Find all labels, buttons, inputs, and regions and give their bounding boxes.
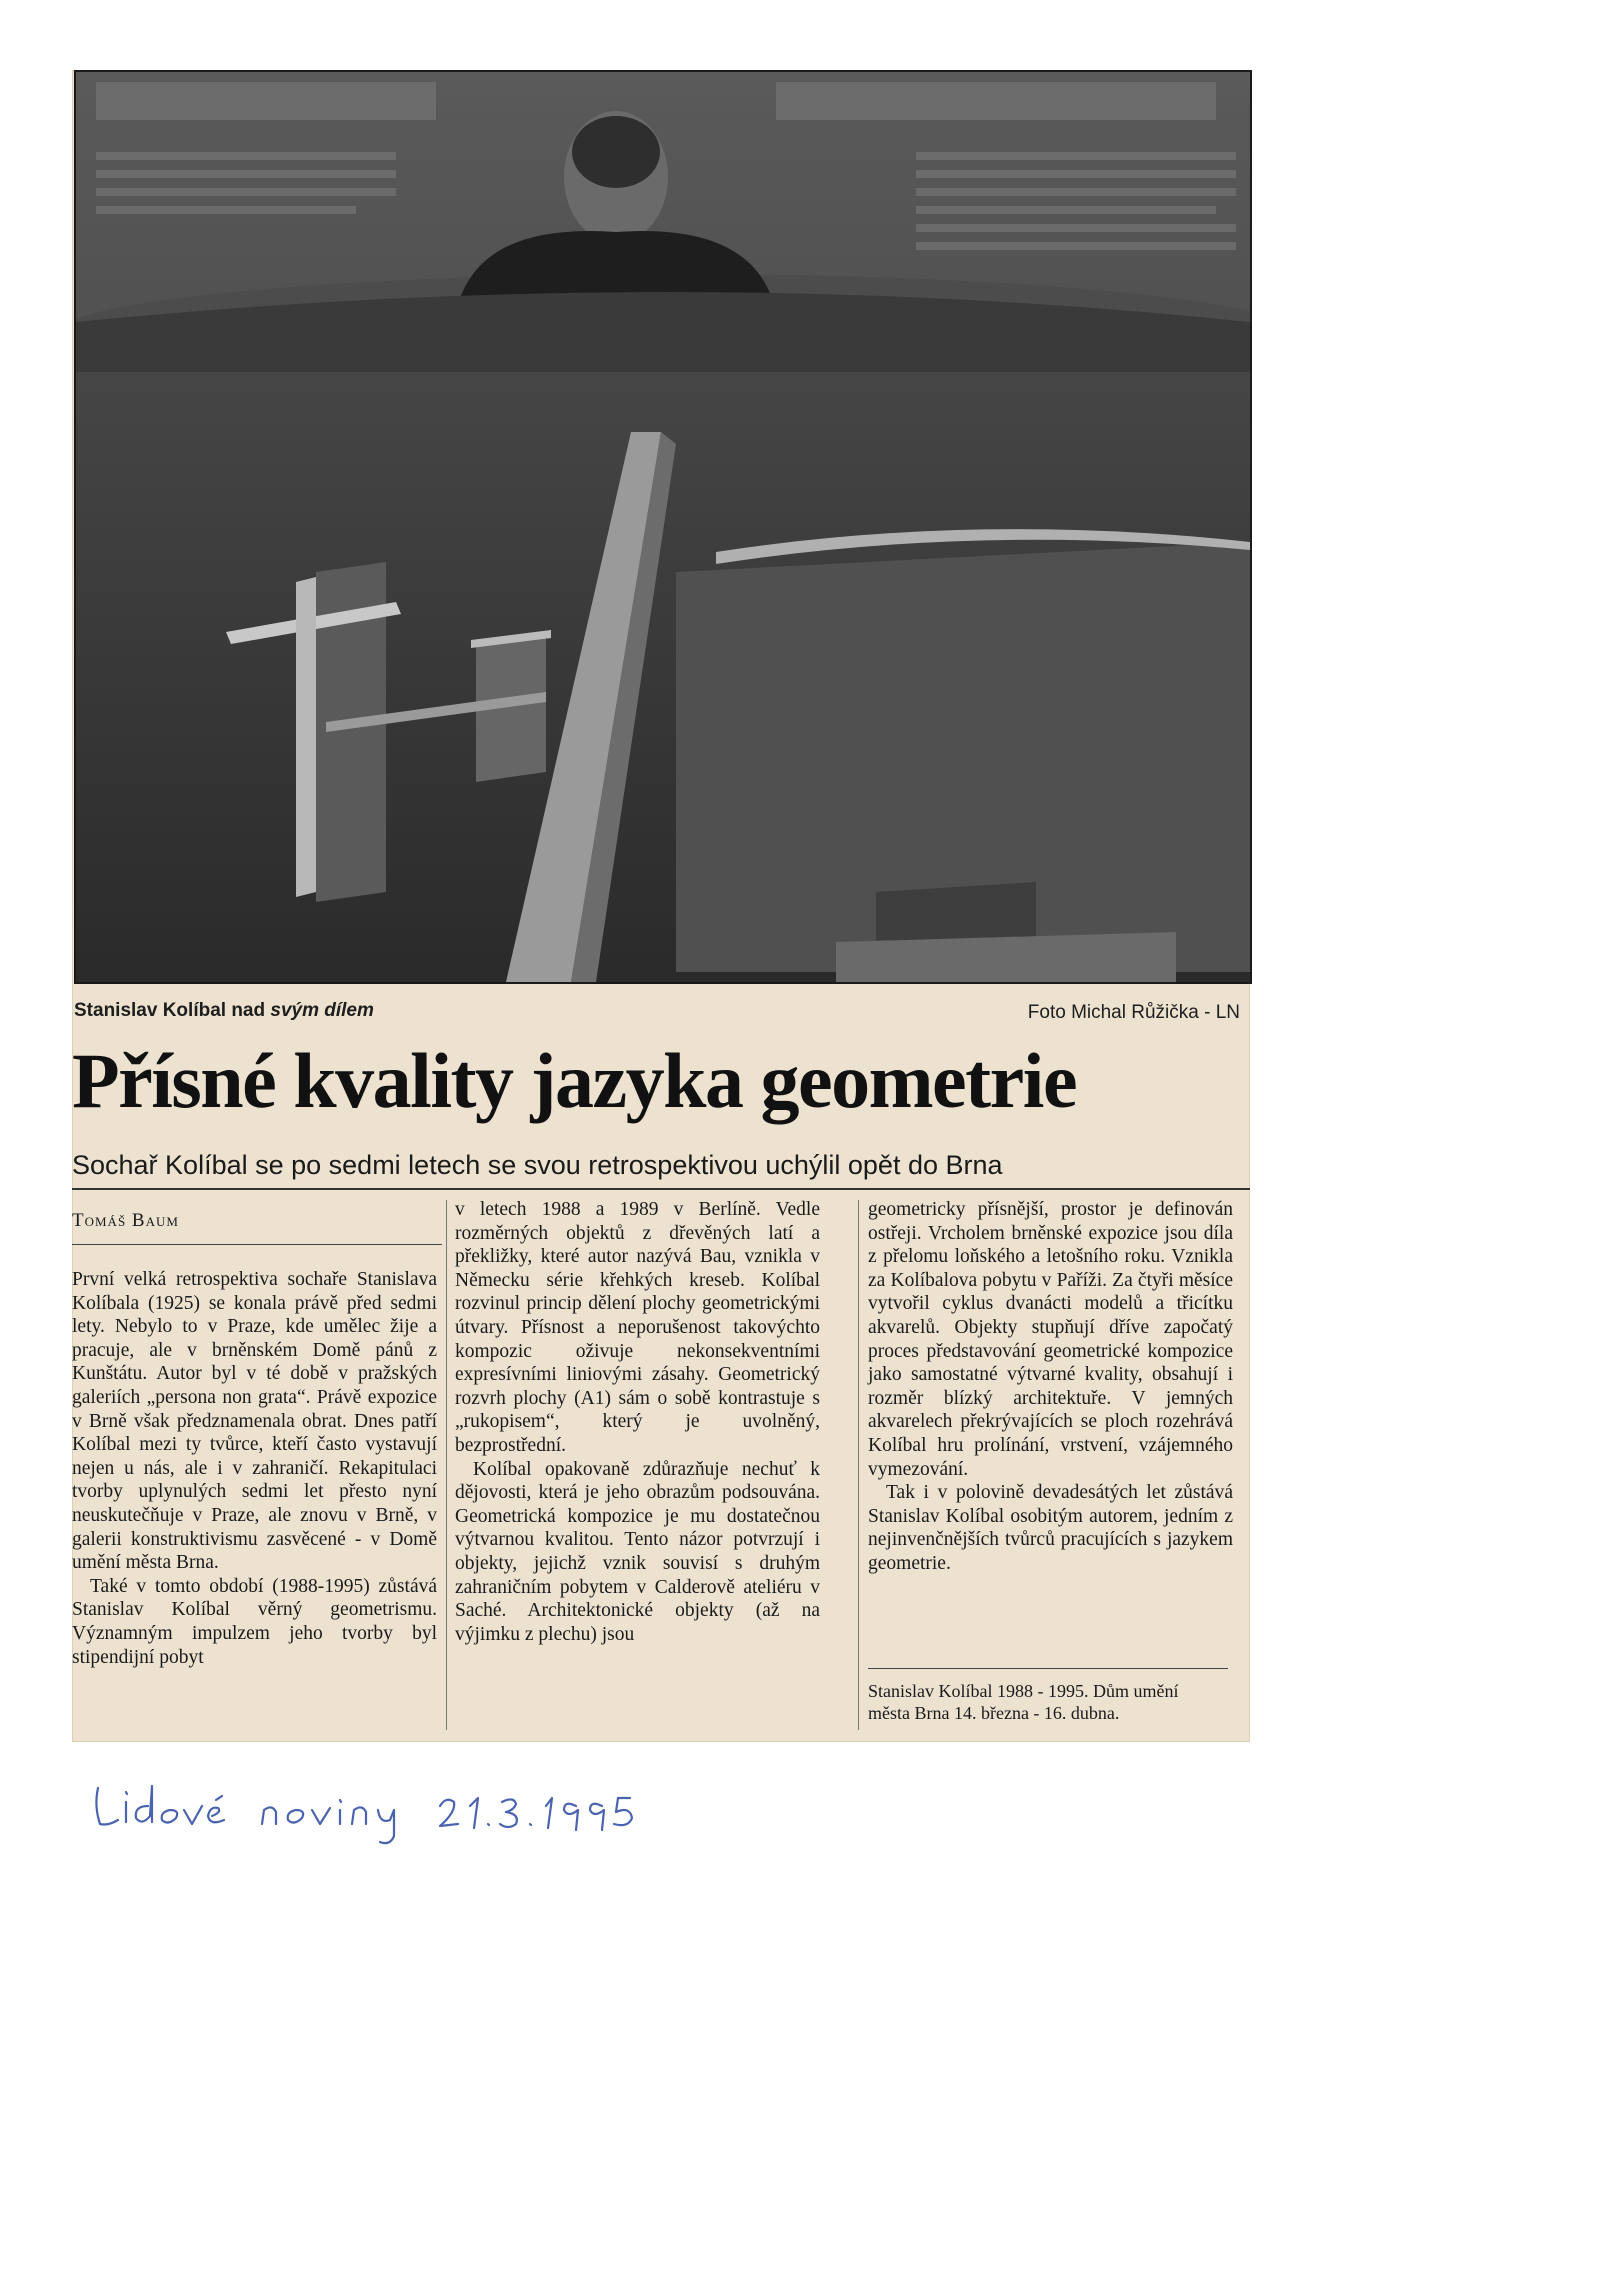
paragraph: První velká retrospektiva sochaře Stanislava Kolíbala (1925) se konala právě před sedmi lety. Nebylo to v Praze, kde umělec žije a pracuje, ale v brněnském Domě pánů z Kunštátu. Autor byl v té době v pražských galeriích „persona non grata“. Právě expozice v Brně však předznamenala obrat. Dnes patří Kolíbal mezi ty tvůrce, kteří často vystavují nejen u nás, ale i v zahraničí. Rekapitulaci tvorby uplynulých sedmi let přesto nyní neuskutečňuje v Praze, ale znovu v Brně, v galerii konstruktivismu zasvěcené - v Domě umění města Brna. <box>72 1269 437 1574</box>
article-photo <box>74 70 1252 984</box>
article-column-3 <box>868 1198 1233 1576</box>
paragraph: v letech 1988 a 1989 v Berlíně. Vedle rozměrných objektů z dřevěných latí a překližky, které autor nazývá Bau, vznikla v Německu série křehkých kreseb. Kolíbal rozvinul princip dělení plochy geometrickými útvary. Přísnost a neporušenost takovýchto kompozic oživuje nekonsekventními expresívními liniovými zásahy. Geometrický rozvrh plochy (A1) sám o sobě kontrastuje s „rukopisem“, který je uvolněný, bezprostřední. <box>455 1199 820 1456</box>
paragraph: Kolíbal opakovaně zdůrazňuje nechuť k dějovosti, která je jeho obrazům podsouvána. Geometrická kompozice je mu dostatečnou výtvarnou kvalitou. Tento názor potvrzují i objekty, jejichž vznik souvisí s druhým zahraničním pobytem v Calderově ateliéru v Saché. Architektonické objekty (až na výjimku z plechu) jsou <box>455 1458 820 1645</box>
photo-caption-row <box>72 1000 1250 1030</box>
headline: Přísné kvality jazyka geometrie <box>72 1037 1077 1124</box>
info-divider <box>868 1668 1228 1669</box>
newspaper-clipping <box>72 70 1250 1742</box>
photo-caption-name: Stanislav Kolíbal nad <box>74 1000 266 1021</box>
photo-caption <box>74 1000 374 1022</box>
paragraph: Také v tomto období (1988-1995) zůstává Stanislav Kolíbal věrný geometrismu. Významným impulzem jeho tvorby byl stipendijní pobyt <box>72 1575 437 1668</box>
author-divider <box>72 1244 442 1245</box>
divider <box>72 1188 1250 1190</box>
author-byline: Tomáš Baum <box>72 1210 179 1231</box>
sculpture-photo-image <box>76 72 1250 982</box>
photo-caption-italic: svým dílem <box>270 1000 374 1021</box>
exhibition-info-line: města Brna 14. března - 16. dubna. <box>868 1703 1120 1723</box>
subheadline: Sochař Kolíbal se po sedmi letech se svou retrospektivou uchýlil opět do Brna <box>72 1150 1003 1180</box>
column-divider <box>446 1200 447 1730</box>
column-divider <box>858 1200 859 1730</box>
exhibition-info <box>868 1680 1228 1724</box>
article-column-2 <box>455 1198 820 1646</box>
article-column-1 <box>72 1268 437 1669</box>
paragraph: geometricky přísnější, prostor je definován ostřeji. Vrcholem brněnské expozice jsou díla z přelomu loňského a letošního roku. Vznikla za Kolíbalova pobytu v Paříži. Za čtyři měsíce vytvořil cyklus dvanácti modelů a třicítku akvarelů. Objekty stupňují dříve započatý proces představování geometrické kompozice jako samostatné výtvarné kvality, obsahují i rozměr blízký architektuře. V jemných akvarelech překrývajících se ploch rozehrává Kolíbal hru prolínání, vrstvení, vzájemného vymezování. <box>868 1199 1233 1480</box>
photo-credit: Foto Michal Růžička - LN <box>1027 1002 1240 1023</box>
exhibition-info-line: Stanislav Kolíbal 1988 - 1995. Dům umění <box>868 1681 1179 1701</box>
paragraph: Tak i v polovině devadesátých let zůstává Stanislav Kolíbal osobitým autorem, jedním z nejinvenčnějších tvůrců pracujících s jazykem geometrie. <box>868 1482 1233 1574</box>
handwritten-source-note <box>90 1766 690 1846</box>
handwritten-signature-image <box>90 1766 690 1846</box>
